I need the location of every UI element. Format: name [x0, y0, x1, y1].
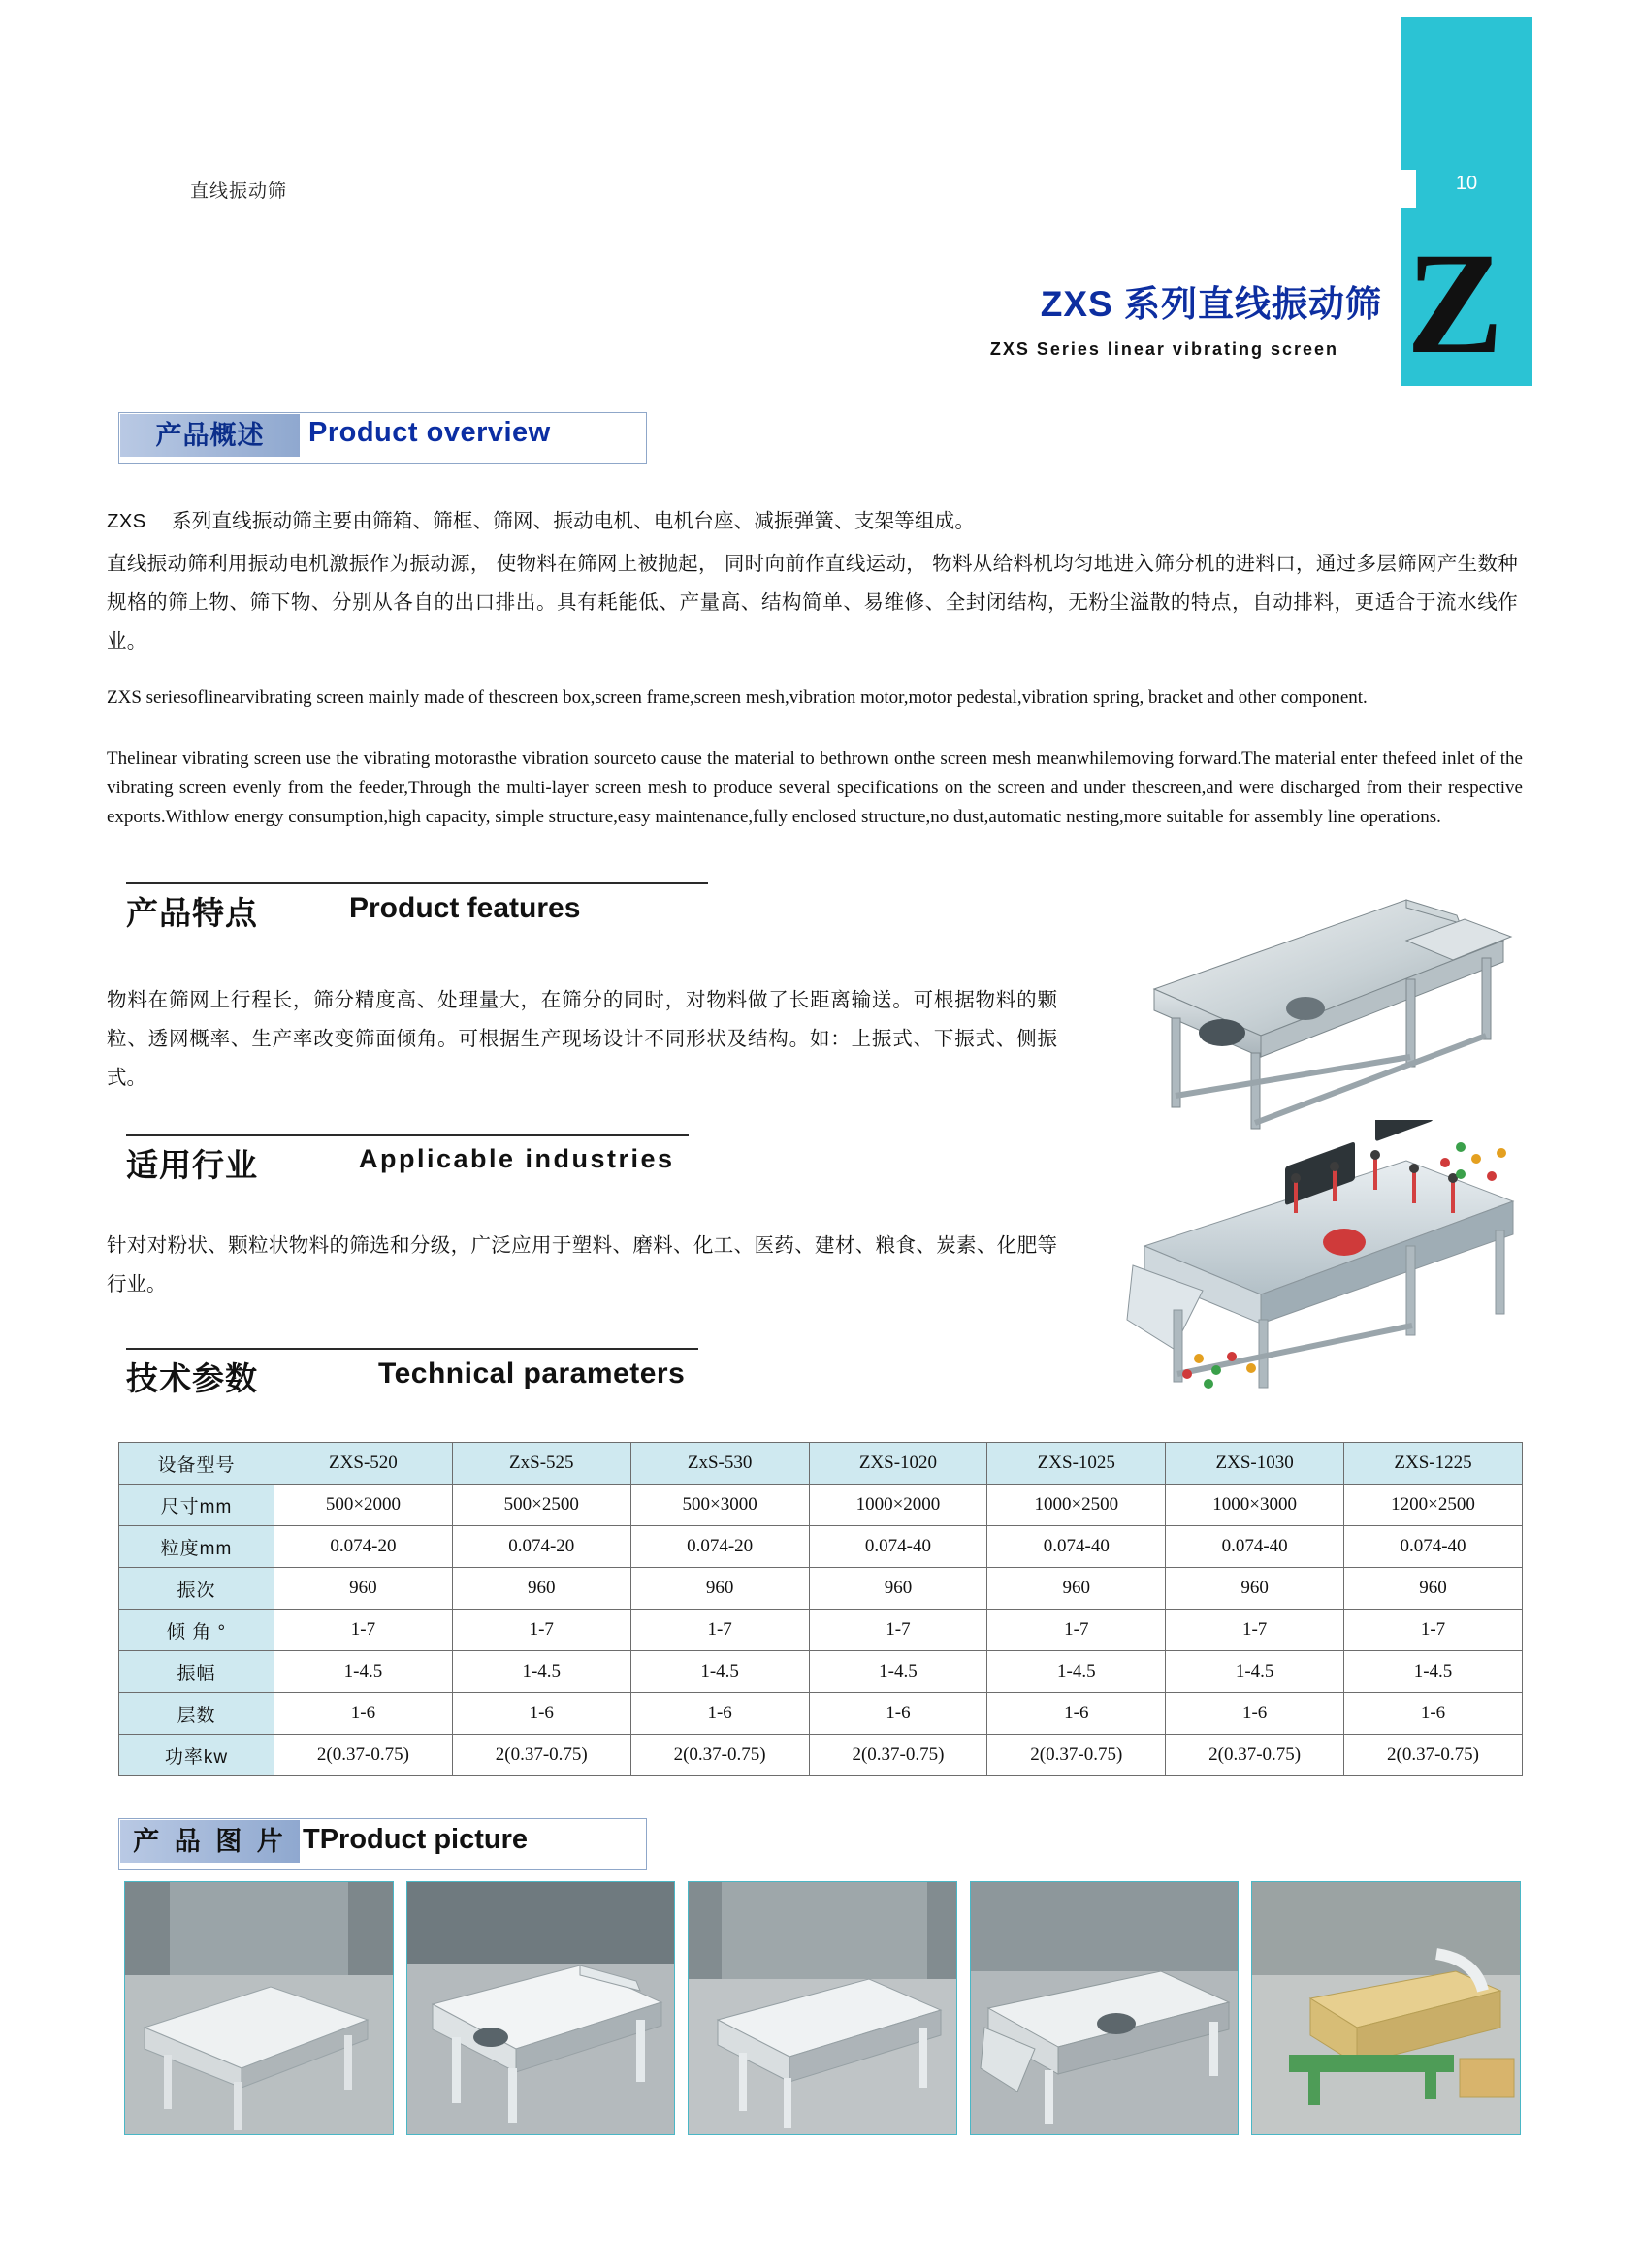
table-row-header: 尺寸mm: [119, 1485, 274, 1526]
corner-letter: Z: [1405, 223, 1502, 384]
table-cell: 0.074-40: [987, 1526, 1166, 1568]
table-cell: 2(0.37-0.75): [809, 1735, 987, 1776]
features-paragraph: 物料在筛网上行程长，筛分精度高、处理量大，在筛分的同时，对物料做了长距离输送。可根据物料的颗粒、透网概率、生产率改变筛面倾角。可根据生产现场设计不同形状及结构。如：上振式、下振式、侧振式。: [107, 989, 1057, 1089]
table-cell: 1-7: [987, 1610, 1166, 1651]
page-subtitle: ZXS Series linear vibrating screen: [989, 339, 1338, 359]
overview-paragraph-en-2: Thelinear vibrating screen use the vibrating motorasthe vibration sourceto cause the material to bethrown onthe screen mesh meanwhilemoving forward.The material enter thefeed inlet of the vibrating screen evenly from the feeder,Through the multi-layer screen mesh to produce several specifications on the screen and under thescreen,and were discharged from their respective exports.Withlow energy consumption,high capacity, simple structure,easy maintenance,fully enclosed structure,no dust,automatic nesting,more suitable for assembly line operations.: [107, 749, 1523, 827]
table-column-header: ZXS-1030: [1166, 1443, 1344, 1485]
table-cell: 1-6: [987, 1693, 1166, 1735]
table-cell: 1-6: [630, 1693, 809, 1735]
industries-heading-cn: 适用行业: [126, 1147, 258, 1183]
table-cell: 1-4.5: [1344, 1651, 1523, 1693]
table-cell: 500×2000: [274, 1485, 453, 1526]
table-cell: 2(0.37-0.75): [274, 1735, 453, 1776]
table-row: [119, 1651, 1523, 1693]
table-cell: 1-4.5: [809, 1651, 987, 1693]
table-cell: 0.074-20: [274, 1526, 453, 1568]
table-cell: 1-4.5: [630, 1651, 809, 1693]
table-cell: 960: [630, 1568, 809, 1610]
table-cell: 2(0.37-0.75): [452, 1735, 630, 1776]
table-cell: 1-6: [452, 1693, 630, 1735]
page-title: ZXS 系列直线振动筛: [1040, 284, 1382, 324]
table-column-header: ZXS-1225: [1344, 1443, 1523, 1485]
section-heading-overview: [118, 412, 647, 464]
table-cell: 960: [274, 1568, 453, 1610]
page-footer-rule: [0, 2145, 1643, 2146]
table-row: [119, 1693, 1523, 1735]
table-cell: 2(0.37-0.75): [987, 1735, 1166, 1776]
pictures-heading-en: TProduct picture: [303, 1824, 529, 1855]
technical-heading-cn: 技术参数: [126, 1360, 258, 1396]
table-cell: 500×3000: [630, 1485, 809, 1526]
table-cell: 1-4.5: [452, 1651, 630, 1693]
product-photo: [124, 1881, 394, 2135]
table-cell: 0.074-40: [809, 1526, 987, 1568]
overview-heading-en: Product overview: [308, 417, 551, 448]
industries-heading-en: Applicable industries: [359, 1144, 675, 1173]
table-cell: 1-4.5: [274, 1651, 453, 1693]
table-row: [119, 1568, 1523, 1610]
table-cell: 1000×2500: [987, 1485, 1166, 1526]
product-photo-gallery: [124, 1881, 1521, 2143]
table-cell: 1-7: [630, 1610, 809, 1651]
overview-paragraph-cn-1: ZXS 系列直线振动筛主要由筛箱、筛框、筛网、振动电机、电机台座、减振弹簧、支架等组成。: [107, 510, 976, 532]
breadcrumb: 直线振动筛: [190, 181, 288, 202]
table-row: [119, 1526, 1523, 1568]
table-cell: 1-6: [1344, 1693, 1523, 1735]
section-heading-technical: [126, 1348, 698, 1398]
table-column-header: ZxS-530: [630, 1443, 809, 1485]
heading-rule: [126, 882, 708, 884]
table-row-header: 振次: [119, 1568, 274, 1610]
table-row: [119, 1735, 1523, 1776]
table-cell: 1-7: [274, 1610, 453, 1651]
table-column-header: ZXS-1025: [987, 1443, 1166, 1485]
table-cell: 500×2500: [452, 1485, 630, 1526]
overview-paragraph-en-1: ZXS seriesoflinearvibrating screen mainly made of thescreen box,screen frame,screen mesh,vibration motor,motor pedestal,vibration spring, bracket and other component.: [107, 687, 1368, 708]
table-cell: 1200×2500: [1344, 1485, 1523, 1526]
overview-paragraph-cn-2: 直线振动筛利用振动电机激振作为振动源， 使物料在筛网上被抛起， 同时向前作直线运动， 物料从给料机均匀地进入筛分机的进料口，通过多层筛网产生数种规格的筛上物、筛下物、分别从各自的出口排出。具有耗能低、产量高、结构简单、易维修、全封闭结构，无粉尘溢散的特点，自动排料，更适合于流水线作业。: [107, 553, 1518, 653]
table-row-header: 倾 角 °: [119, 1610, 274, 1651]
table-cell: 2(0.37-0.75): [630, 1735, 809, 1776]
section-heading-features: [126, 882, 708, 933]
product-photo: [688, 1881, 957, 2135]
product-photo: [406, 1881, 676, 2135]
table-cell: 0.074-20: [452, 1526, 630, 1568]
table-column-header: ZxS-525: [452, 1443, 630, 1485]
table-cell: 0.074-40: [1166, 1526, 1344, 1568]
table-cell: 960: [809, 1568, 987, 1610]
table-cell: 960: [1344, 1568, 1523, 1610]
table-column-header: ZXS-520: [274, 1443, 453, 1485]
section-heading-pictures: [118, 1818, 647, 1870]
heading-rule: [126, 1348, 698, 1350]
technical-heading-en: Technical parameters: [378, 1358, 686, 1390]
table-row: [119, 1485, 1523, 1526]
table-cell: 1-7: [1344, 1610, 1523, 1651]
table-cell: 1-6: [274, 1693, 453, 1735]
table-cell: 1-6: [809, 1693, 987, 1735]
table-cell: 960: [987, 1568, 1166, 1610]
overview-heading-cn: 产品概述: [120, 414, 300, 457]
table-row: [119, 1610, 1523, 1651]
table-row-header: 设备型号: [119, 1443, 274, 1485]
table-cell: 960: [1166, 1568, 1344, 1610]
band-notch: [1395, 170, 1416, 208]
table-cell: 0.074-20: [630, 1526, 809, 1568]
table-row-header: 粒度mm: [119, 1526, 274, 1568]
page-number: 10: [1455, 173, 1478, 194]
table-cell: 1000×2000: [809, 1485, 987, 1526]
features-heading-cn: 产品特点: [126, 895, 258, 931]
product-illustration-machine-top: [1115, 873, 1523, 1134]
table-row-header: 振幅: [119, 1651, 274, 1693]
product-photo: [1251, 1881, 1521, 2135]
table-row: [119, 1443, 1523, 1485]
product-illustration-machine-cutaway: [1115, 1120, 1523, 1411]
table-cell: 1-4.5: [1166, 1651, 1344, 1693]
table-cell: 1-7: [1166, 1610, 1344, 1651]
table-cell: 960: [452, 1568, 630, 1610]
table-cell: 0.074-40: [1344, 1526, 1523, 1568]
table-row-header: 层数: [119, 1693, 274, 1735]
table-cell: 1-4.5: [987, 1651, 1166, 1693]
table-cell: 1-6: [1166, 1693, 1344, 1735]
pictures-heading-cn: 产 品 图 片: [120, 1820, 300, 1863]
table-cell: 2(0.37-0.75): [1344, 1735, 1523, 1776]
spec-table: [118, 1442, 1523, 1776]
features-heading-en: Product features: [349, 892, 581, 924]
table-cell: 1000×3000: [1166, 1485, 1344, 1526]
table-column-header: ZXS-1020: [809, 1443, 987, 1485]
table-cell: 2(0.37-0.75): [1166, 1735, 1344, 1776]
heading-rule: [126, 1134, 689, 1136]
section-heading-industries: [126, 1134, 689, 1185]
table-row-header: 功率kw: [119, 1735, 274, 1776]
table-cell: 1-7: [452, 1610, 630, 1651]
industries-paragraph: 针对对粉状、颗粒状物料的筛选和分级，广泛应用于塑料、磨料、化工、医药、建材、粮食、炭素、化肥等行业。: [107, 1234, 1057, 1295]
table-cell: 1-7: [809, 1610, 987, 1651]
product-photo: [970, 1881, 1240, 2135]
